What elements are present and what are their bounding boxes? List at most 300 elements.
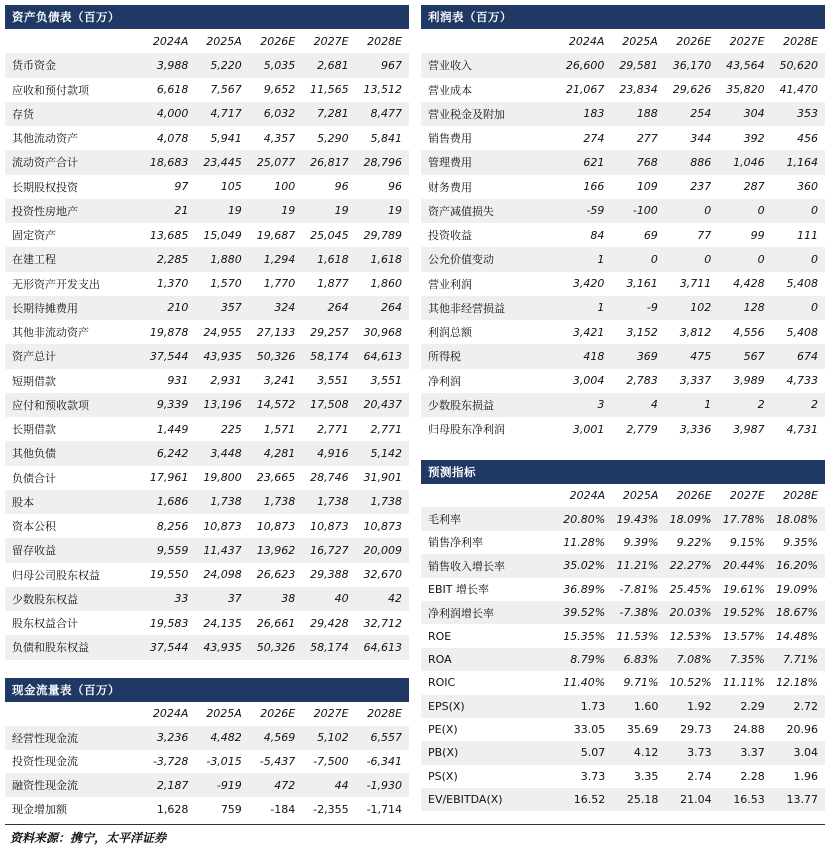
value-cell: 33.05 — [573, 723, 606, 737]
cash-flow-panel — [5, 678, 409, 821]
value-cell: 621 — [583, 155, 605, 169]
row-label: 毛利率 — [428, 513, 461, 527]
value-cell: 13.77 — [786, 793, 819, 807]
value-cell: 5,408 — [786, 277, 819, 291]
row-label: 无形资产开发支出 — [12, 277, 100, 291]
value-cell: 99 — [750, 228, 765, 242]
value-cell: 2,285 — [156, 252, 189, 266]
value-cell: 0 — [757, 204, 765, 218]
value-cell: -5,437 — [259, 754, 296, 768]
year-header: 2024A — [152, 34, 189, 48]
table-row — [5, 441, 409, 465]
table-row — [421, 718, 825, 741]
value-cell: 3.73 — [580, 769, 606, 783]
table-row — [421, 741, 825, 764]
table-row — [5, 611, 409, 635]
row-label: 固定资产 — [12, 229, 56, 243]
value-cell: 20,437 — [363, 398, 403, 412]
value-cell: 1,046 — [733, 155, 765, 169]
value-cell: -3,015 — [206, 754, 242, 768]
value-cell: 304 — [743, 107, 765, 121]
value-cell: 456 — [797, 131, 819, 145]
value-cell: 6.83% — [623, 652, 659, 666]
value-cell: 3,551 — [370, 374, 403, 388]
value-cell: 50,326 — [256, 640, 296, 654]
row-label: 长期待摊费用 — [12, 301, 78, 315]
value-cell: 2,771 — [317, 422, 349, 436]
year-header: 2028E — [367, 707, 403, 721]
row-label: 资产总计 — [12, 350, 56, 364]
table-row — [5, 514, 409, 538]
value-cell: 1.92 — [687, 699, 712, 713]
value-cell: 1,770 — [263, 277, 296, 291]
table-row — [5, 587, 409, 611]
row-label: 公允价值变动 — [428, 253, 494, 267]
value-cell: 2,779 — [626, 422, 658, 436]
value-cell: 4.12 — [633, 746, 659, 760]
value-cell: 166 — [583, 180, 605, 194]
value-cell: 2.74 — [687, 769, 712, 783]
value-cell: -7.81% — [619, 582, 659, 596]
value-cell: 1,449 — [156, 422, 189, 436]
value-cell: 4,428 — [733, 277, 765, 291]
year-header: 2025A — [206, 34, 242, 48]
value-cell: 5,102 — [317, 731, 349, 745]
row-label: 负债合计 — [12, 471, 56, 485]
value-cell: 8,256 — [156, 519, 189, 533]
value-cell: 1,738 — [210, 495, 242, 509]
value-cell: 3.04 — [793, 746, 819, 760]
table-row — [421, 175, 825, 199]
value-cell: -100 — [632, 204, 658, 218]
value-cell: 2.29 — [740, 699, 765, 713]
value-cell: 35.02% — [563, 559, 606, 573]
value-cell: 25.45% — [669, 582, 712, 596]
row-label: 负债和股东权益 — [12, 641, 89, 655]
table-row — [5, 53, 409, 77]
value-cell: 32,670 — [363, 568, 403, 582]
value-cell: 1,738 — [317, 495, 349, 509]
year-header: 2024A — [568, 34, 605, 48]
row-label: 其他负债 — [12, 447, 56, 461]
value-cell: 25,045 — [310, 228, 349, 242]
value-cell: 4,731 — [786, 422, 819, 436]
value-cell: 4,078 — [156, 131, 189, 145]
value-cell: 27,133 — [256, 325, 296, 339]
value-cell: 3 — [597, 398, 605, 412]
year-header: 2024A — [152, 707, 189, 721]
value-cell: -3,728 — [152, 754, 189, 768]
value-cell: 19,687 — [256, 228, 296, 242]
row-label: 投资性现金流 — [12, 755, 78, 769]
table-row — [421, 320, 825, 344]
value-cell: 26,600 — [565, 58, 605, 72]
value-cell: 392 — [743, 131, 765, 145]
value-cell: 3,337 — [679, 374, 712, 388]
value-cell: 29,257 — [310, 325, 349, 339]
value-cell: 37,544 — [149, 640, 189, 654]
table-row — [5, 296, 409, 320]
row-label: 投资收益 — [428, 229, 472, 243]
year-header: 2028E — [783, 489, 819, 503]
year-header: 2026E — [260, 707, 296, 721]
year-header: 2028E — [367, 34, 403, 48]
table-row — [5, 223, 409, 247]
table-row — [5, 126, 409, 150]
year-header: 2025A — [622, 34, 658, 48]
table-row — [5, 750, 409, 774]
value-cell: 14,572 — [256, 398, 296, 412]
row-label: 经营性现金流 — [12, 731, 78, 745]
value-cell: 3,448 — [210, 446, 242, 460]
value-cell: 10.52% — [669, 676, 712, 690]
table-row — [421, 695, 825, 718]
table-row — [5, 773, 409, 797]
table-row — [5, 78, 409, 102]
value-cell: 7.35% — [729, 652, 765, 666]
table-row — [5, 417, 409, 441]
value-cell: 128 — [743, 301, 765, 315]
value-cell: 16.53 — [733, 793, 765, 807]
row-label: 管理费用 — [428, 156, 472, 170]
value-cell: 2,681 — [317, 58, 349, 72]
value-cell: 19 — [281, 204, 296, 218]
value-cell: 10,873 — [256, 519, 296, 533]
value-cell: 22.27% — [669, 559, 712, 573]
value-cell: 77 — [697, 228, 712, 242]
value-cell: 29,428 — [310, 616, 349, 630]
value-cell: 13,196 — [203, 398, 242, 412]
table-row — [5, 726, 409, 750]
value-cell: 357 — [220, 301, 242, 315]
year-header: 2028E — [783, 34, 819, 48]
row-label: 所得税 — [428, 350, 461, 364]
table-row — [421, 247, 825, 271]
value-cell: -9 — [646, 301, 658, 315]
value-cell: 6,032 — [263, 107, 296, 121]
value-cell: 1,618 — [317, 252, 349, 266]
value-cell: 17.78% — [722, 512, 765, 526]
row-label: 营业收入 — [428, 59, 472, 73]
table-row — [5, 102, 409, 126]
value-cell: 188 — [636, 107, 658, 121]
value-cell: 7.71% — [783, 652, 819, 666]
value-cell: 3.35 — [633, 769, 659, 783]
table-row — [421, 78, 825, 102]
value-cell: 38 — [281, 592, 296, 606]
value-cell: 0 — [704, 252, 712, 266]
row-label: 应付和预收款项 — [12, 398, 89, 412]
value-cell: 3,236 — [156, 731, 189, 745]
value-cell: 3,336 — [679, 422, 712, 436]
value-cell: 5,220 — [210, 58, 242, 72]
value-cell: 3.37 — [740, 746, 765, 760]
value-cell: 24,135 — [203, 616, 242, 630]
value-cell: 360 — [797, 180, 819, 194]
value-cell: 111 — [797, 228, 819, 242]
table-row — [5, 369, 409, 393]
value-cell: 2,187 — [156, 778, 189, 792]
value-cell: 23,665 — [256, 471, 296, 485]
row-label: 其他流动资产 — [12, 132, 78, 146]
value-cell: 225 — [220, 422, 242, 436]
value-cell: 50,326 — [256, 349, 296, 363]
row-label: 长期借款 — [12, 423, 56, 437]
value-cell: 5,290 — [317, 131, 349, 145]
value-cell: 26,661 — [256, 616, 296, 630]
value-cell: 17,961 — [149, 471, 189, 485]
value-cell: 9,652 — [263, 83, 296, 97]
value-cell: 3,004 — [572, 374, 605, 388]
table-row — [421, 272, 825, 296]
table-row — [5, 635, 409, 659]
value-cell: 11.40% — [563, 676, 606, 690]
value-cell: 287 — [743, 180, 765, 194]
value-cell: -1,714 — [366, 802, 403, 816]
value-cell: 21,067 — [565, 83, 605, 97]
value-cell: 2.72 — [793, 699, 819, 713]
row-label: EBIT 增长率 — [428, 583, 489, 597]
value-cell: 19,878 — [149, 325, 189, 339]
ratios-panel — [421, 460, 825, 811]
value-cell: 13,962 — [256, 543, 296, 557]
value-cell: 19.43% — [616, 512, 659, 526]
value-cell: 20.96 — [786, 723, 819, 737]
row-label: ROIC — [428, 676, 456, 690]
value-cell: 25.18 — [626, 793, 659, 807]
source-note: 资料来源：携宁，太平洋证券 — [10, 831, 167, 845]
value-cell: -919 — [216, 778, 242, 792]
value-cell: -1,930 — [366, 778, 403, 792]
value-cell: 10,873 — [203, 519, 242, 533]
value-cell: 16.20% — [776, 559, 819, 573]
year-header: 2027E — [729, 34, 765, 48]
value-cell: 2,771 — [370, 422, 403, 436]
value-cell: 1,738 — [370, 495, 403, 509]
row-label: 应收和预付款项 — [12, 83, 89, 97]
value-cell: 16,727 — [310, 543, 349, 557]
value-cell: 4,733 — [786, 374, 819, 388]
year-header: 2026E — [260, 34, 296, 48]
value-cell: 353 — [797, 107, 819, 121]
value-cell: 674 — [797, 349, 819, 363]
row-label: 现金增加额 — [12, 803, 67, 817]
table-row — [5, 466, 409, 490]
value-cell: 15.35% — [563, 629, 606, 643]
value-cell: 6,242 — [156, 446, 189, 460]
value-cell: 11.11% — [722, 676, 765, 690]
value-cell: 3,001 — [572, 422, 605, 436]
row-label: 留存收益 — [12, 544, 56, 558]
value-cell: 29,626 — [672, 83, 712, 97]
value-cell: 2.28 — [740, 769, 765, 783]
value-cell: 102 — [690, 301, 712, 315]
value-cell: 11.53% — [616, 629, 659, 643]
table-row — [421, 296, 825, 320]
table-row — [5, 344, 409, 368]
table-row — [421, 417, 825, 441]
value-cell: 3,987 — [733, 422, 765, 436]
table-row — [5, 175, 409, 199]
value-cell: 37,544 — [149, 349, 189, 363]
row-label: 融资性现金流 — [12, 779, 78, 793]
value-cell: 967 — [381, 58, 403, 72]
value-cell: 19,583 — [149, 616, 189, 630]
row-label: 利润总额 — [428, 326, 472, 340]
value-cell: 26,623 — [256, 568, 296, 582]
value-cell: 9.15% — [729, 535, 765, 549]
value-cell: 11,437 — [203, 543, 242, 557]
row-label: 销售费用 — [428, 132, 472, 146]
value-cell: 109 — [636, 180, 658, 194]
table-row — [5, 247, 409, 271]
value-cell: 100 — [274, 180, 296, 194]
row-label: 股本 — [12, 495, 34, 509]
value-cell: 4,717 — [210, 107, 242, 121]
table-row — [5, 320, 409, 344]
value-cell: 24,955 — [203, 325, 242, 339]
year-header: 2026E — [676, 489, 712, 503]
value-cell: 475 — [690, 349, 712, 363]
value-cell: 1,294 — [263, 252, 296, 266]
table-row — [421, 601, 825, 624]
value-cell: 1,164 — [786, 155, 819, 169]
value-cell: 11,565 — [310, 83, 349, 97]
value-cell: 4,357 — [263, 131, 296, 145]
value-cell: 1,570 — [210, 277, 242, 291]
row-label: 营业利润 — [428, 277, 472, 291]
year-header: 2024A — [569, 489, 606, 503]
value-cell: 1,738 — [263, 495, 296, 509]
row-label: 财务费用 — [428, 180, 472, 194]
table-row — [421, 765, 825, 788]
value-cell: 0 — [704, 204, 712, 218]
value-cell: 237 — [690, 180, 712, 194]
value-cell: 3,420 — [572, 277, 605, 291]
value-cell: 9.35% — [783, 535, 819, 549]
value-cell: 9,339 — [156, 398, 189, 412]
year-header-row — [421, 484, 825, 507]
value-cell: 20.03% — [669, 606, 712, 620]
row-label: 长期股权投资 — [12, 180, 78, 194]
value-cell: 97 — [174, 180, 189, 194]
year-header: 2025A — [622, 489, 659, 503]
table-row — [421, 531, 825, 554]
value-cell: 20.80% — [563, 512, 606, 526]
value-cell: 35,820 — [726, 83, 765, 97]
value-cell: 41,470 — [779, 83, 819, 97]
table-row — [421, 507, 825, 530]
value-cell: 43,935 — [203, 349, 242, 363]
table-row — [421, 671, 825, 694]
value-cell: 7,567 — [210, 83, 242, 97]
value-cell: 277 — [636, 131, 658, 145]
row-label: 流动资产合计 — [12, 156, 78, 170]
value-cell: 29,789 — [363, 228, 403, 242]
value-cell: 69 — [643, 228, 658, 242]
table-row — [5, 563, 409, 587]
value-cell: 84 — [590, 228, 605, 242]
income-statement-panel — [421, 5, 825, 441]
value-cell: 36.89% — [563, 582, 606, 596]
value-cell: 1,880 — [210, 252, 242, 266]
value-cell: 5.07 — [580, 746, 606, 760]
value-cell: 29,388 — [310, 568, 349, 582]
value-cell: 886 — [690, 155, 712, 169]
year-header-row — [421, 29, 825, 53]
row-label: PB(X) — [428, 746, 459, 760]
table-row — [421, 150, 825, 174]
value-cell: 20.44% — [722, 559, 765, 573]
row-label: 净利润 — [428, 374, 461, 388]
row-label: EV/EBITDA(X) — [428, 793, 503, 807]
value-cell: 58,174 — [310, 349, 349, 363]
value-cell: 5,142 — [370, 446, 403, 460]
table-row — [5, 490, 409, 514]
value-cell: 43,564 — [726, 58, 765, 72]
value-cell: 16.52 — [573, 793, 606, 807]
value-cell: 0 — [811, 252, 819, 266]
value-cell: 19 — [388, 204, 403, 218]
value-cell: 17,508 — [310, 398, 349, 412]
value-cell: 344 — [690, 131, 712, 145]
value-cell: 42 — [388, 592, 403, 606]
table-row — [421, 624, 825, 647]
row-label: 净利润增长率 — [428, 606, 494, 620]
table-row — [5, 393, 409, 417]
value-cell: 2 — [757, 398, 765, 412]
value-cell: 21 — [174, 204, 189, 218]
value-cell: 5,408 — [786, 325, 819, 339]
value-cell: 31,901 — [363, 471, 403, 485]
value-cell: 14.48% — [776, 629, 819, 643]
value-cell: 44 — [334, 778, 349, 792]
value-cell: 8.79% — [570, 652, 606, 666]
row-label: 存货 — [12, 107, 34, 121]
value-cell: 4 — [650, 398, 658, 412]
table-row — [421, 393, 825, 417]
table-row — [5, 797, 409, 821]
value-cell: 5,035 — [263, 58, 296, 72]
value-cell: 8,477 — [370, 107, 403, 121]
value-cell: 29.73 — [680, 723, 712, 737]
value-cell: 3,152 — [626, 325, 658, 339]
row-label: 营业税金及附加 — [428, 107, 505, 121]
value-cell: 19.52% — [722, 606, 765, 620]
value-cell: 1,628 — [156, 802, 189, 816]
value-cell: 3,241 — [263, 374, 296, 388]
value-cell: 1,686 — [156, 495, 189, 509]
value-cell: 4,569 — [263, 731, 296, 745]
table-row — [421, 578, 825, 601]
value-cell: 369 — [636, 349, 658, 363]
value-cell: 1,877 — [317, 277, 349, 291]
table-row — [421, 126, 825, 150]
table-row — [421, 344, 825, 368]
value-cell: 35.69 — [626, 723, 659, 737]
value-cell: 418 — [583, 349, 605, 363]
value-cell: 13,512 — [363, 83, 403, 97]
table-row — [421, 648, 825, 671]
value-cell: 19.09% — [776, 582, 819, 596]
value-cell: 10,873 — [310, 519, 349, 533]
row-label: 其他非经营损益 — [428, 301, 505, 315]
value-cell: 4,556 — [733, 325, 765, 339]
value-cell: 931 — [167, 374, 189, 388]
value-cell: 3,161 — [626, 277, 658, 291]
value-cell: 264 — [327, 301, 349, 315]
value-cell: 64,613 — [363, 349, 403, 363]
